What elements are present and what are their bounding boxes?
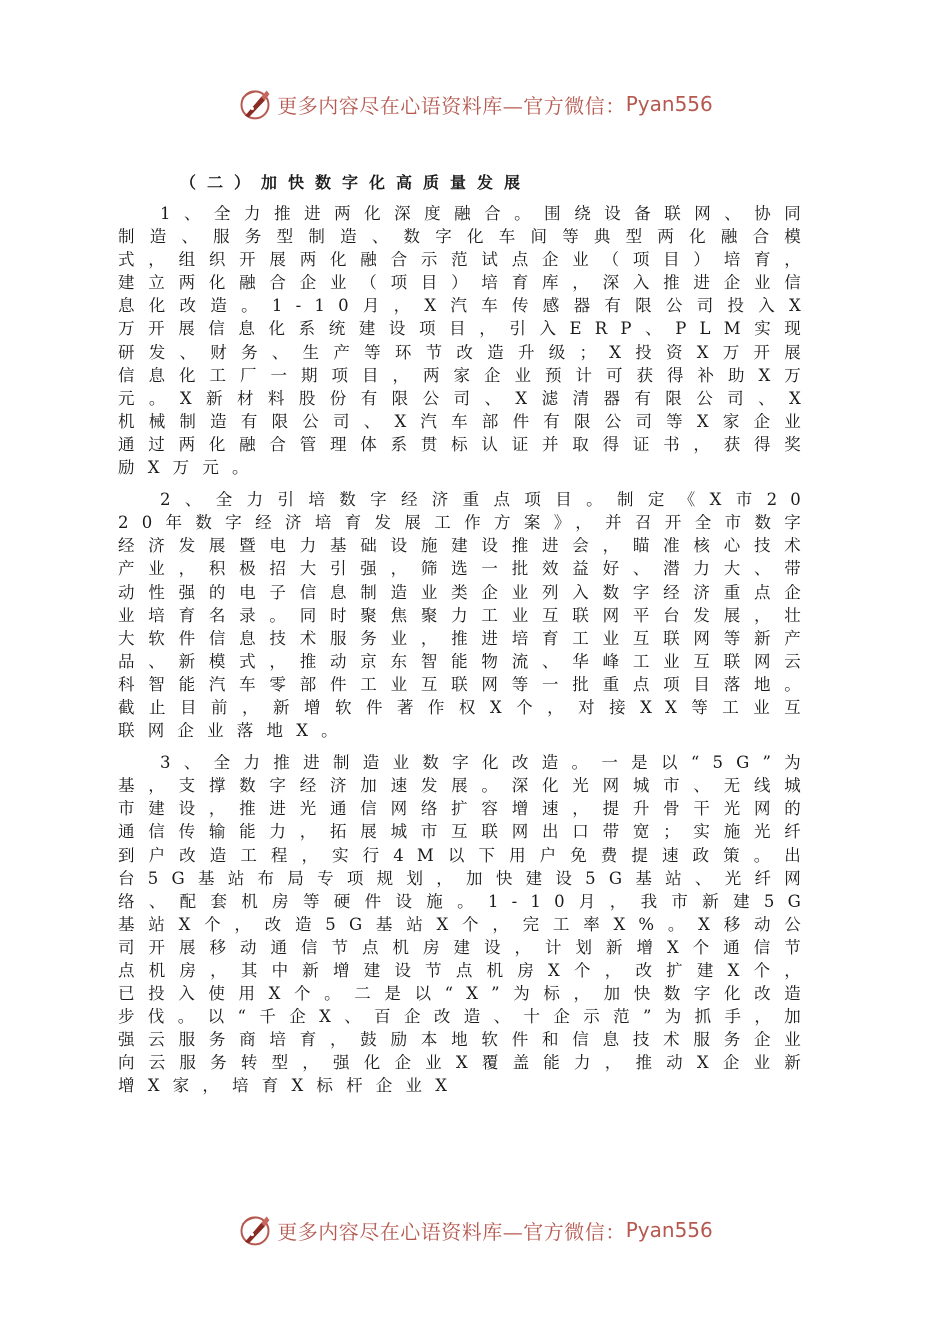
pen-nib-logo-icon [237, 86, 273, 122]
paragraph-1: 1、全力推进两化深度融合。围绕设备联网、协同制造、服务型制造、数字化车间等典型两化融合模式，组织开展两化融合示范试点企业（项目）培育，建立两化融合企业（项目）培育库，深入推进企业信息化改造。1-10月，X汽车传感器有限公司投入X万开展信息化系统建设项目，引入ERP、PLM实现研发、财务、生产等环节改造升级；X投资X万开展信息化工厂一期项目，两家企业预计可获得补助X万元。X新材料股份有限公司、X滤清器有限公司、X机械制造有限公司、X汽车部件有限公司等X家企业通过两化融合管理体系贯标认证并取得证书，获得奖励X万元。 [118, 204, 814, 478]
paragraph-2: 2、全力引培数字经济重点项目。制定《X市2020年数字经济培育发展工作方案》，并召开全市数字经济发展暨电力基础设施建设推进会，瞄准核心技术产业，积极招大引强，筛选一批效益好、潜力大、带动性强的电子信息制造业类企业列入数字经济重点企业培育名录。同时聚焦聚力工业互联网平台发展，壮大软件信息技术服务业，推进培育工业互联网等新产品、新模式，推动京东智能物流、华峰工业互联网云科智能汽车零部件工业互联网等一批重点项目落地。截止目前，新增软件著作权X个，对接XX等工业互联网企业落地X。 [118, 490, 814, 741]
wechat-id: Pyan556 [625, 1218, 713, 1242]
section-heading: （二）加快数字化高质量发展 [180, 173, 532, 192]
pen-nib-logo-icon [237, 1212, 273, 1248]
wechat-id: Pyan556 [625, 92, 713, 116]
paragraph-3: 3、全力推进制造业数字化改造。一是以“5G”为基，支撑数字经济加速发展。深化光网城市、无线城市建设，推进光通信网络扩容增速，提升骨干光网的通信传输能力，拓展城市互联网出口带宽；实施光纤到户改造工程，实行4M以下用户免费提速政策。出台5G基站布局专项规划，加快建设5G基站、光纤网络、配套机房等硬件设施。1-10月，我市新建5G基站X个，改造5G基站X个，完工率X%。X移动公司开展移动通信节点机房建设，计划新增X个通信节点机房，其中新增建设节点机房X个，改扩建X个，已投入使用X个。二是以“X”为标，加快数字化改造步伐。以“千企X、百企改造、十企示范”为抓手，加强云服务商培育，鼓励本地软件和信息技术服务企业向云服务转型，强化企业X覆盖能力，推动X企业新增X家，培育X标杆企业X [118, 753, 814, 1096]
banner-text: 更多内容尽在心语资料库—官方微信： [277, 1219, 626, 1244]
footer-banner [0, 1210, 950, 1250]
document-body [118, 168, 814, 1107]
banner-text: 更多内容尽在心语资料库—官方微信： [277, 93, 626, 118]
header-banner [0, 84, 950, 124]
